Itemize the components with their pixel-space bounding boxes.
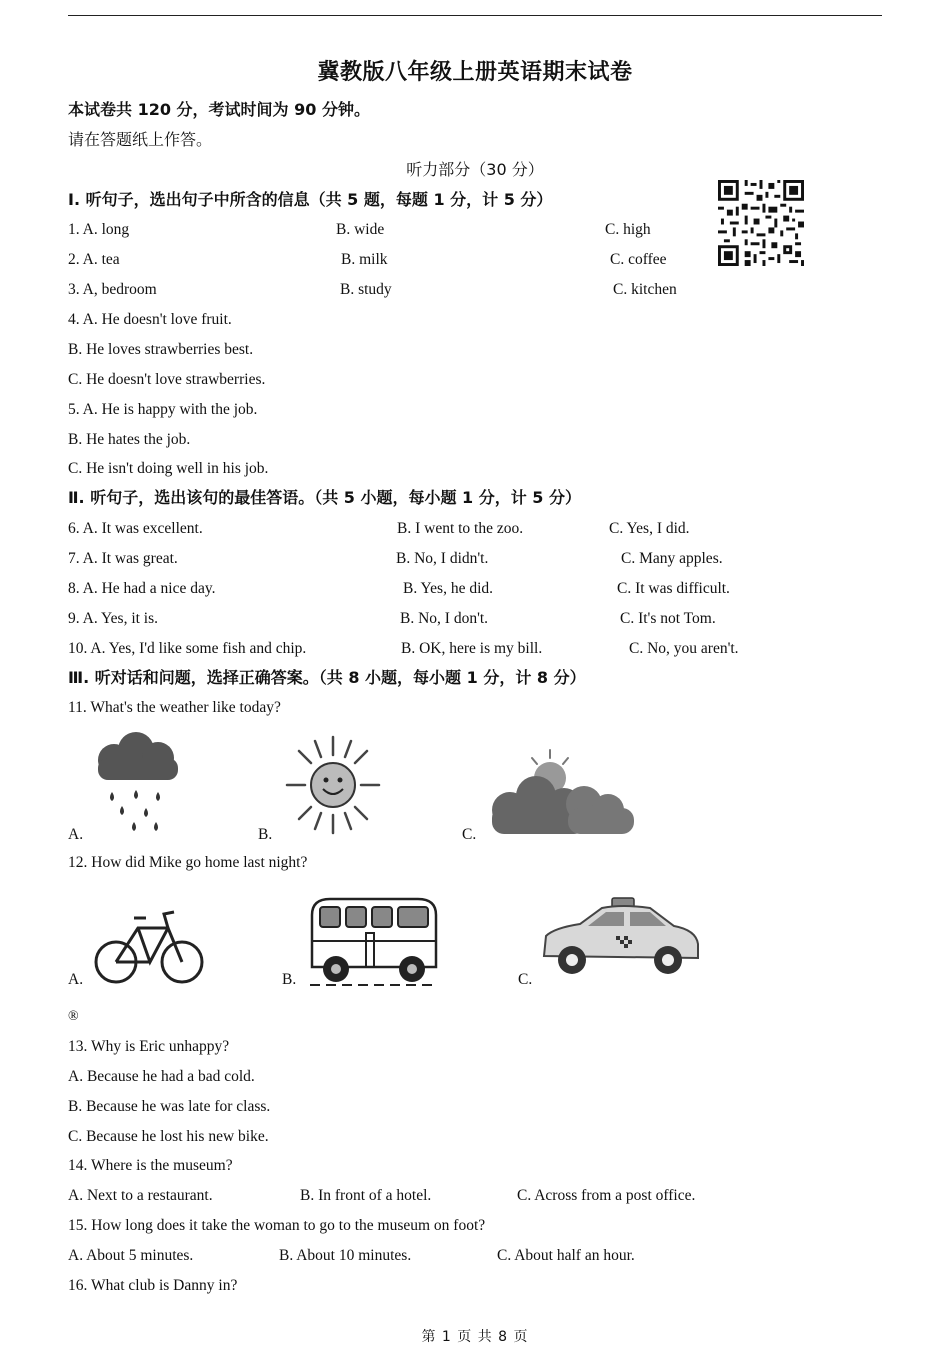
page-footer: 第 1 页 共 8 页 bbox=[421, 1329, 529, 1345]
q12-label-c: C. bbox=[518, 971, 533, 988]
q9-option-c: C. It's not Tom. bbox=[620, 610, 716, 627]
section-2-heading: Ⅱ. 听句子，选出该句的最佳答语。（共 5 小题，每小题 1 分，计 5 分） bbox=[68, 488, 582, 507]
registered-mark: ® bbox=[68, 1009, 79, 1024]
q15-option-a: A. About 5 minutes. bbox=[68, 1247, 194, 1264]
q11-label-c: C. bbox=[462, 826, 477, 843]
q14-option-b: B. In front of a hotel. bbox=[300, 1187, 432, 1204]
taxi-car-icon bbox=[540, 892, 702, 984]
q9-option-a: 9. A. Yes, it is. bbox=[68, 610, 159, 627]
q14-option-a: A. Next to a restaurant. bbox=[68, 1187, 213, 1204]
q4-option-c: C. He doesn't love strawberries. bbox=[68, 371, 266, 388]
section-3-heading: Ⅲ. 听对话和问题，选择正确答案。（共 8 小题，每小题 1 分，计 8 分） bbox=[68, 668, 586, 687]
q2-option-b: B. milk bbox=[341, 251, 388, 268]
van-bus-icon bbox=[306, 895, 440, 987]
q4-option-b: B. He loves strawberries best. bbox=[68, 341, 254, 358]
q3-option-b: B. study bbox=[340, 281, 392, 298]
q14-stem: 14. Where is the museum? bbox=[68, 1157, 233, 1174]
q7-option-a: 7. A. It was great. bbox=[68, 550, 178, 567]
q1-option-b: B. wide bbox=[336, 221, 385, 238]
q13-stem: 13. Why is Eric unhappy? bbox=[68, 1038, 230, 1055]
q12-label-a: A. bbox=[68, 971, 84, 988]
q10-option-c: C. No, you aren't. bbox=[629, 640, 739, 657]
q13-option-a: A. Because he had a bad cold. bbox=[68, 1068, 255, 1085]
rain-cloud-icon bbox=[92, 730, 184, 836]
q6-option-a: 6. A. It was excellent. bbox=[68, 520, 203, 537]
q8-option-a: 8. A. He had a nice day. bbox=[68, 580, 216, 597]
q12-stem: 12. How did Mike go home last night? bbox=[68, 854, 308, 871]
q7-option-c: C. Many apples. bbox=[621, 550, 723, 567]
listening-header: 听力部分（30 分） bbox=[406, 160, 544, 179]
q11-stem: 11. What's the weather like today? bbox=[68, 699, 281, 716]
q5-option-c: C. He isn't doing well in his job. bbox=[68, 460, 269, 477]
q15-stem: 15. How long does it take the woman to go to the museum on foot? bbox=[68, 1217, 486, 1234]
q11-label-b: B. bbox=[258, 826, 273, 843]
q9-option-b: B. No, I don't. bbox=[400, 610, 489, 627]
q10-option-b: B. OK, here is my bill. bbox=[401, 640, 543, 657]
qr-code-icon bbox=[716, 180, 806, 266]
q6-option-c: C. Yes, I did. bbox=[609, 520, 690, 537]
q15-option-b: B. About 10 minutes. bbox=[279, 1247, 412, 1264]
page-title: 冀教版八年级上册英语期末试卷 bbox=[317, 60, 633, 85]
q1-option-c: C. high bbox=[605, 221, 651, 238]
q12-label-b: B. bbox=[282, 971, 297, 988]
q1-option-a: 1. A. long bbox=[68, 221, 130, 238]
intro-line-1: 本试卷共 120 分，考试时间为 90 分钟。 bbox=[68, 100, 370, 119]
q15-option-c: C. About half an hour. bbox=[497, 1247, 635, 1264]
q5-option-b: B. He hates the job. bbox=[68, 431, 191, 448]
q4-option-a: 4. A. He doesn't love fruit. bbox=[68, 311, 232, 328]
q11-label-a: A. bbox=[68, 826, 84, 843]
q7-option-b: B. No, I didn't. bbox=[396, 550, 489, 567]
q16-stem: 16. What club is Danny in? bbox=[68, 1277, 238, 1294]
q6-option-b: B. I went to the zoo. bbox=[397, 520, 524, 537]
q2-option-a: 2. A. tea bbox=[68, 251, 120, 268]
q8-option-b: B. Yes, he did. bbox=[403, 580, 494, 597]
sunny-sun-icon bbox=[283, 733, 383, 837]
q10-option-a: 10. A. Yes, I'd like some fish and chip. bbox=[68, 640, 307, 657]
q3-option-c: C. kitchen bbox=[613, 281, 677, 298]
header-rule bbox=[68, 15, 882, 16]
q3-option-a: 3. A, bedroom bbox=[68, 281, 157, 298]
q5-option-a: 5. A. He is happy with the job. bbox=[68, 401, 258, 418]
q13-option-c: C. Because he lost his new bike. bbox=[68, 1128, 269, 1145]
intro-line-2: 请在答题纸上作答。 bbox=[68, 130, 213, 149]
cloudy-icon bbox=[488, 748, 638, 840]
q8-option-c: C. It was difficult. bbox=[617, 580, 730, 597]
bicycle-icon bbox=[94, 904, 204, 986]
q14-option-c: C. Across from a post office. bbox=[517, 1187, 696, 1204]
section-1-heading: I. 听句子，选出句子中所含的信息（共 5 题，每题 1 分，计 5 分） bbox=[68, 190, 553, 209]
q13-option-b: B. Because he was late for class. bbox=[68, 1098, 271, 1115]
q2-option-c: C. coffee bbox=[610, 251, 667, 268]
